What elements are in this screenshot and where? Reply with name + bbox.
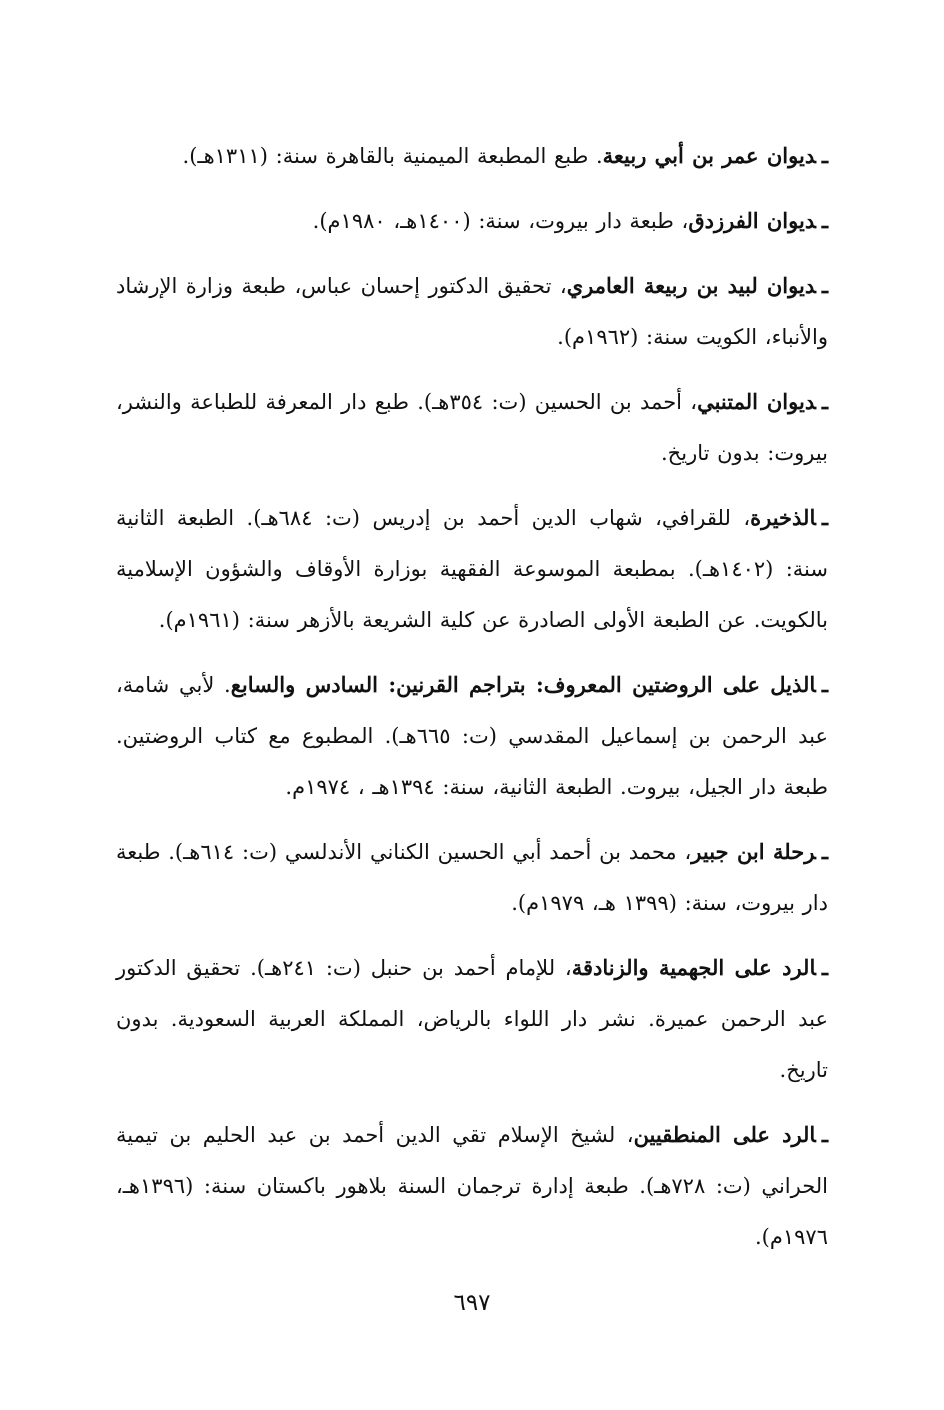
entry-title: الرد على الجهمية والزنادقة: [571, 955, 816, 980]
entry-details: ، للإمام أحمد بن حنبل (ت: ٢٤١هـ). تحقيق الدكتور عبد الرحمن عميرة. نشر دار اللواء بالرياض، المملكة العربية السعودية. بدون تاريخ.: [116, 956, 828, 1082]
entry-details: ، تحقيق الدكتور إحسان عباس، طبعة وزارة الإرشاد والأنباء، الكويت سنة: (١٩٦٢م).: [116, 274, 828, 349]
entry-details: ، محمد بن أحمد أبي الحسين الكناني الأندلسي (ت: ٦١٤هـ). طبعة دار بيروت، سنة: (١٣٩٩ هـ، ١٩٧٩م).: [116, 840, 828, 915]
bibliography-entry: [116, 376, 828, 479]
entry-dash: ـ: [821, 208, 828, 233]
entry-dash: ـ: [821, 389, 829, 414]
entry-dash: ـ: [821, 672, 828, 697]
entry-dash: ـ: [821, 505, 828, 530]
entry-dash: ـ: [821, 955, 828, 980]
bibliography-entry: [116, 492, 828, 646]
entry-details: . لأبي شامة، عبد الرحمن بن إسماعيل المقدسي (ت: ٦٦٥هـ). المطبوع مع كتاب الروضتين. طبعة دار الجيل، بيروت. الطبعة الثانية، سنة: ١٣٩٤هـ ، ١٩٧٤م.: [116, 673, 828, 799]
entry-title: الرد على المنطقيين: [633, 1122, 816, 1147]
entry-details: ، للقرافي، شهاب الدين أحمد بن إدريس (ت: ٦٨٤هـ). الطبعة الثانية سنة: (١٤٠٢هـ). بمطبعة الموسوعة الفقهية بوزارة الأوقاف والشؤون الإسلامية بالكويت. عن الطبعة الأولى الصادرة عن كلية الشريعة بالأزهر سنة: (١٩٦١م).: [116, 506, 828, 632]
bibliography-entry: [116, 826, 828, 929]
entry-dash: ـ: [821, 839, 828, 864]
entry-title: ديوان الفرزدق: [688, 208, 816, 233]
page-number: ٦٩٧: [453, 1290, 491, 1316]
entry-title: ديوان لبيد بن ربيعة العامري: [566, 273, 816, 298]
bibliography-entry: [116, 195, 828, 247]
entry-title: ديوان عمر بن أبي ربيعة: [602, 143, 816, 168]
bibliography-entry: [116, 942, 828, 1096]
bibliography-list: [116, 130, 828, 1276]
bibliography-entry: [116, 130, 828, 182]
entry-details: ، أحمد بن الحسين (ت: ٣٥٤هـ). طبع دار المعرفة للطباعة والنشر، بيروت: بدون تاريخ.: [116, 390, 828, 465]
bibliography-entry: [116, 659, 828, 813]
entry-title: الذيل على الروضتين المعروف: بتراجم القرنين: السادس والسابع: [230, 672, 816, 697]
entry-details: ، لشيخ الإسلام تقي الدين أحمد بن عبد الحليم بن تيمية الحراني (ت: ٧٢٨هـ). طبعة إدارة ترجمان السنة بلاهور باكستان سنة: (١٣٩٦هـ، ١٩٧٦م).: [116, 1123, 828, 1249]
bibliography-entry: [116, 1109, 828, 1263]
bibliography-entry: [116, 260, 828, 363]
entry-dash: ـ: [821, 273, 828, 298]
entry-title: رحلة ابن جبير: [691, 839, 816, 864]
entry-dash: ـ: [821, 143, 828, 168]
entry-details: ، طبعة دار بيروت، سنة: (١٤٠٠هـ، ١٩٨٠م).: [312, 209, 689, 233]
entry-title: الذخيرة: [750, 505, 816, 530]
entry-details: . طبع المطبعة الميمنية بالقاهرة سنة: (١٣١١هـ).: [182, 144, 603, 168]
entry-title: ديوان المتنبي: [697, 389, 816, 414]
entry-dash: ـ: [821, 1122, 828, 1147]
